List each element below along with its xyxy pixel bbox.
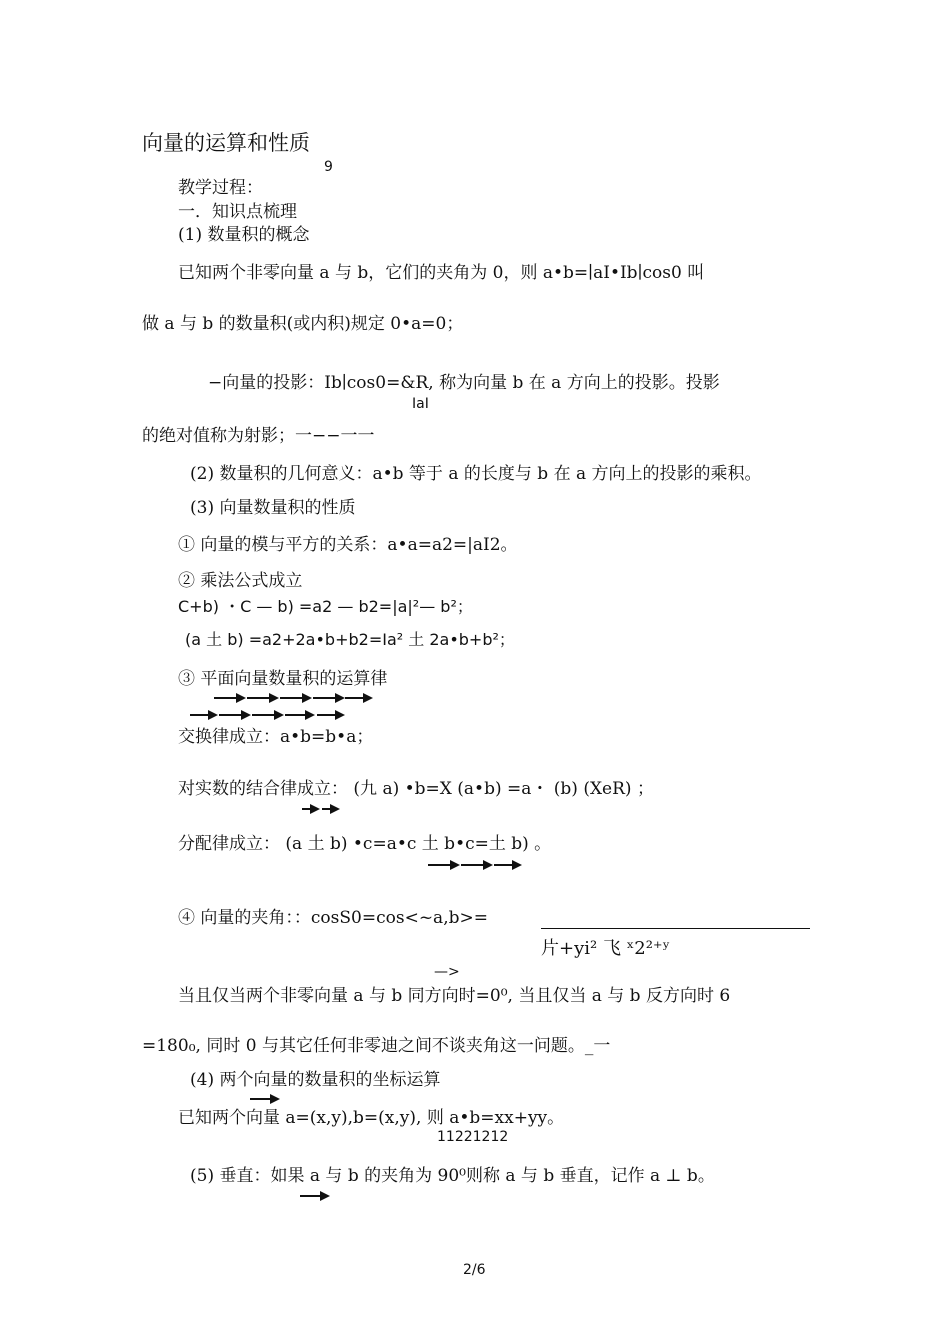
paragraph-line: 已知两个向量 a=(x,y),b=(x,y), 则 a•b=xx+yy。 bbox=[178, 1108, 565, 1128]
vector-arrow-icon bbox=[219, 714, 249, 716]
vector-arrow-icon bbox=[247, 697, 277, 699]
vector-arrow-icon bbox=[280, 697, 310, 699]
vector-arrow-icon bbox=[302, 808, 318, 810]
section-heading: 教学过程： bbox=[178, 178, 263, 198]
vector-arrow-icon: —> bbox=[434, 964, 460, 980]
paragraph-line: 做 a 与 b 的数量积(或内积)规定 0•a=0； bbox=[142, 314, 464, 334]
subsection-heading: (4) 两个向量的数量积的坐标运算 bbox=[190, 1070, 441, 1090]
paragraph-line: ③ 平面向量数量积的运算律 bbox=[178, 669, 388, 689]
paragraph-line: ④ 向量的夹角：：cosS0=cos<~a,b>= bbox=[178, 908, 488, 928]
vector-arrow-icon bbox=[461, 864, 491, 866]
vector-arrow-icon bbox=[345, 697, 371, 699]
subsection-heading: (1) 数量积的概念 bbox=[178, 225, 310, 245]
page-number: 2/6 bbox=[463, 1262, 486, 1278]
vector-arrow-icon bbox=[317, 714, 343, 716]
paragraph-line: 对实数的结合律成立： (九 a) •b=X (a•b) =a・ (b) (XeR) ； bbox=[178, 779, 654, 799]
paragraph-line: ② 乘法公式成立 bbox=[178, 571, 303, 591]
subsection-heading: (3) 向量数量积的性质 bbox=[190, 498, 356, 518]
vector-arrow-icon bbox=[214, 697, 244, 699]
formula-line: (a 土 b) =a2+2a•b+b2=Ia² 土 2a•b+b²； bbox=[185, 630, 515, 649]
paragraph-line: ① 向量的模与平方的关系：a•a=a2=|aI2。 bbox=[178, 535, 518, 555]
paragraph-line: 已知两个非零向量 a 与 b，它们的夹角为 0，则 a•b=∣aI•Ib∣cos0 叫 bbox=[178, 263, 705, 283]
vector-arrow-icon bbox=[428, 864, 458, 866]
title-subscript: 9 bbox=[324, 159, 333, 175]
paragraph-line: −向量的投影：Ib∣cos0=&R, 称为向量 b 在 a 方向上的投影。投影 bbox=[208, 373, 720, 393]
paragraph-line: 的绝对值称为射影；一−−一一 bbox=[142, 426, 375, 446]
paragraph-line: (2) 数量积的几何意义：a•b 等于 a 的长度与 b 在 a 方向上的投影的乘积。 bbox=[190, 464, 762, 484]
subscript-indices: 11221212 bbox=[437, 1129, 509, 1145]
vector-arrow-icon bbox=[190, 714, 216, 716]
vector-arrow-icon bbox=[313, 697, 343, 699]
paragraph-line: (5) 垂直：如果 a 与 b 的夹角为 90⁰则称 a 与 b 垂直，记作 a ⊥ b。 bbox=[190, 1166, 715, 1186]
fraction-denominator: IaI bbox=[412, 396, 429, 412]
doc-title: 向量的运算和性质 bbox=[142, 131, 310, 155]
vector-arrow-icon bbox=[494, 864, 520, 866]
paragraph-line: 分配律成立： (a 土 b) •c=a•c 土 b•c=土 b) 。 bbox=[178, 834, 552, 854]
vector-arrow-icon bbox=[250, 1098, 278, 1100]
vector-arrow-icon bbox=[252, 714, 282, 716]
formula-line: C+b) ・C — b) =a2 — b2=|a|²— b²； bbox=[178, 597, 473, 616]
fraction-denominator: 片+yi² 飞 ˣ2²⁺ʸ bbox=[541, 938, 671, 959]
section-heading: 一．知识点梳理 bbox=[178, 202, 297, 222]
vector-arrow-icon bbox=[322, 808, 338, 810]
vector-arrow-icon bbox=[285, 714, 313, 716]
vector-arrow-icon bbox=[300, 1195, 328, 1197]
paragraph-line: =180₀, 同时 0 与其它任何非零迪之间不谈夹角这一问题。_一 bbox=[142, 1036, 611, 1056]
paragraph-line: 当且仅当两个非零向量 a 与 b 同方向时=0⁰, 当且仅当 a 与 b 反方向时 6 bbox=[178, 986, 731, 1006]
fraction-bar bbox=[541, 928, 810, 929]
paragraph-line: 交换律成立：a•b=b•a； bbox=[178, 727, 374, 747]
